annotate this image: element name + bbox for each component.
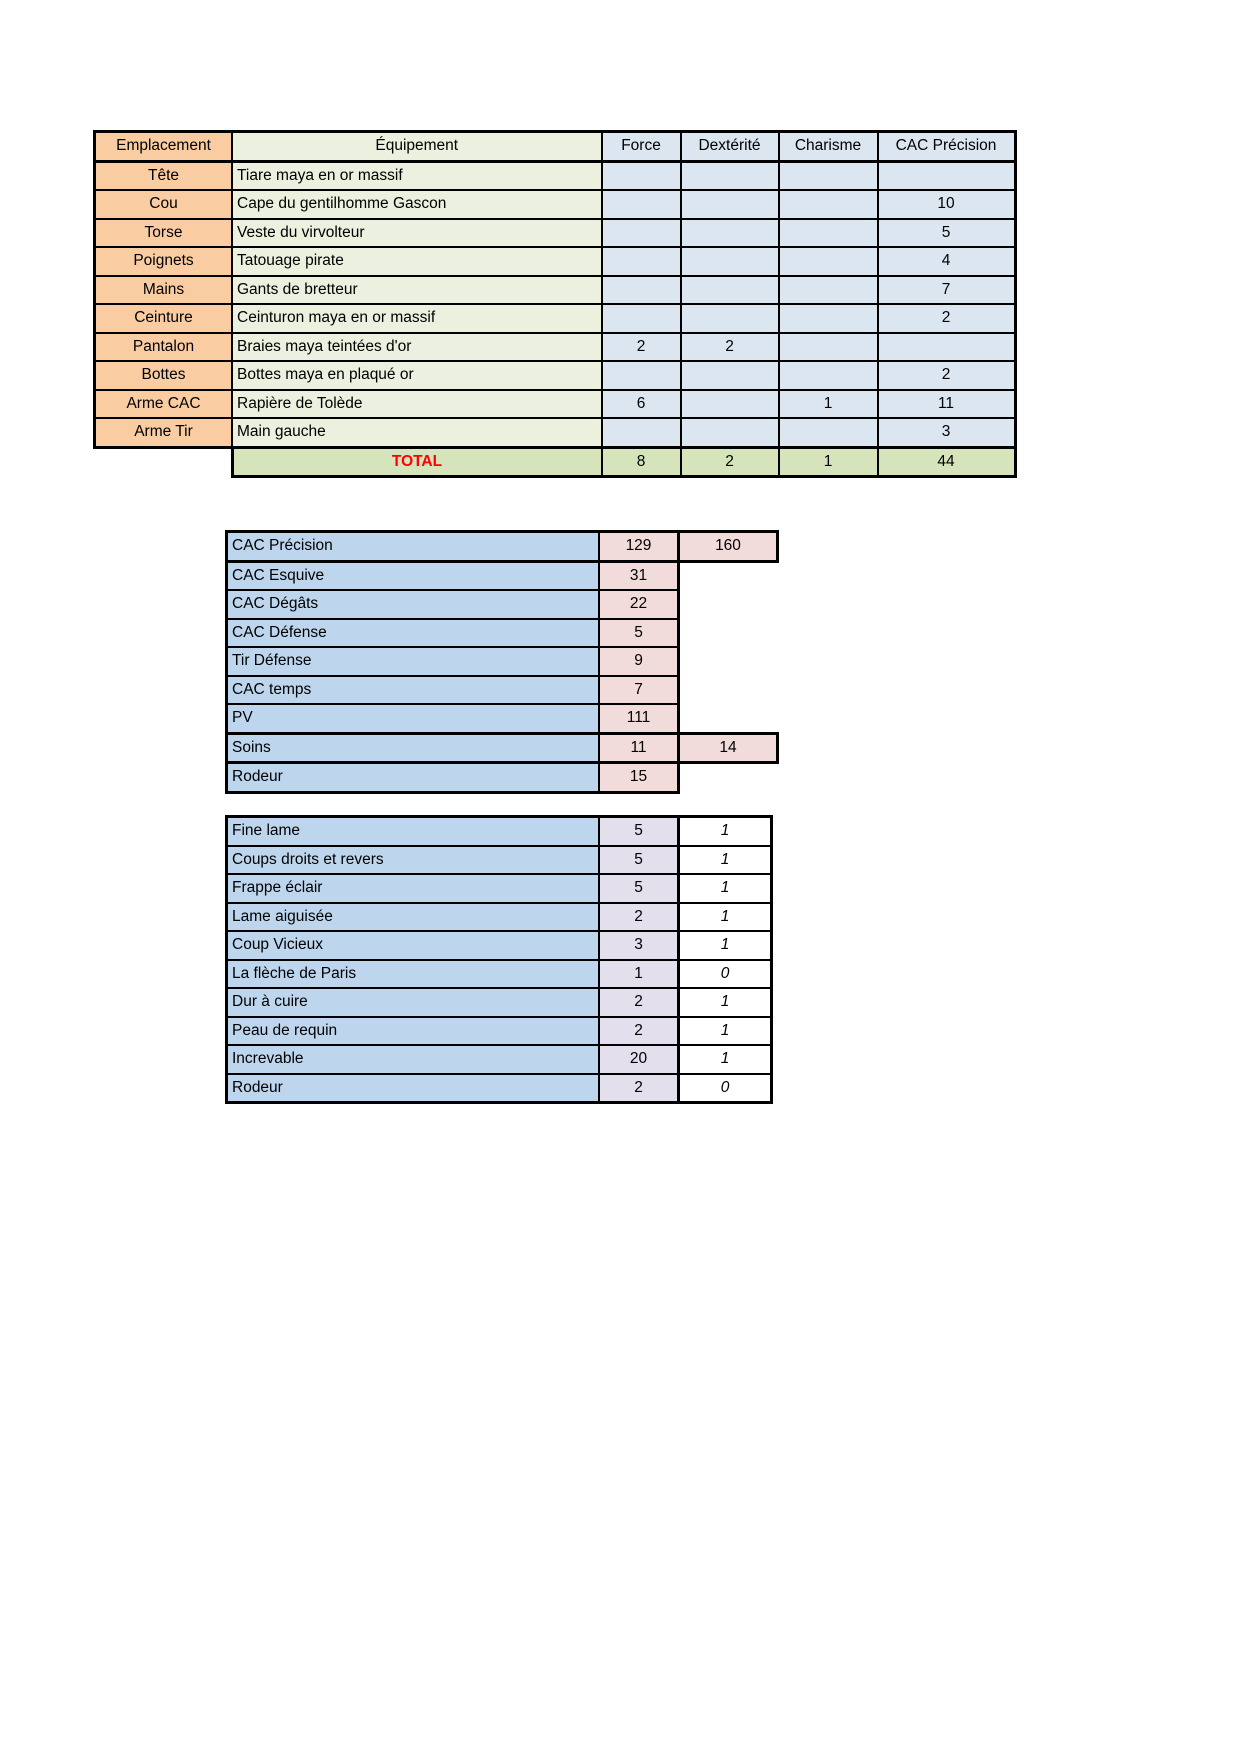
equipment-cell-force: [602, 361, 681, 390]
equipment-cell-cha: [779, 247, 878, 276]
equipment-cell-force: [602, 304, 681, 333]
equipment-cell-slot: Pantalon: [95, 333, 233, 362]
skill-row-extra: 1: [679, 846, 772, 875]
equipment-cell-cha: [779, 418, 878, 447]
equipment-row: [95, 333, 1016, 362]
equipment-cell-dex: [681, 219, 779, 248]
equipment-cell-dex: [681, 418, 779, 447]
equipment-cell-slot: Tête: [95, 161, 233, 190]
skill-row-extra: 1: [679, 988, 772, 1017]
equipment-cell-force: 6: [602, 390, 681, 419]
equipment-column-header: Équipement: [232, 132, 602, 162]
stat-row-value: 31: [599, 561, 679, 590]
stat-row: [227, 676, 778, 705]
equipment-cell-cac: 11: [878, 390, 1016, 419]
equipment-cell-slot: Mains: [95, 276, 233, 305]
stat-row-extra: [679, 704, 778, 733]
stat-row-value: 111: [599, 704, 679, 733]
equipment-cell-item: Veste du virvolteur: [232, 219, 602, 248]
equipment-cell-cha: [779, 333, 878, 362]
equipment-cell-dex: [681, 190, 779, 219]
skill-row-extra: 1: [679, 1017, 772, 1046]
equipment-column-header: Emplacement: [95, 132, 233, 162]
skill-row-extra: 1: [679, 903, 772, 932]
equipment-cell-slot: Bottes: [95, 361, 233, 390]
equipment-cell-force: 2: [602, 333, 681, 362]
equipment-cell-dex: [681, 276, 779, 305]
equipment-cell-force: [602, 247, 681, 276]
equipment-cell-cac: 7: [878, 276, 1016, 305]
equipment-cell-cha: [779, 304, 878, 333]
skill-row-extra: 1: [679, 874, 772, 903]
stat-row-label: Tir Défense: [227, 647, 600, 676]
stat-row: [227, 532, 778, 562]
stat-row-label: CAC Précision: [227, 532, 600, 562]
equipment-cell-cha: [779, 276, 878, 305]
equipment-cell-dex: 2: [681, 333, 779, 362]
equipment-row: [95, 219, 1016, 248]
equipment-cell-force: [602, 276, 681, 305]
equipment-cell-slot: Arme Tir: [95, 418, 233, 447]
skill-row: [227, 817, 772, 846]
equipment-cell-cac: 2: [878, 304, 1016, 333]
equipment-row: [95, 247, 1016, 276]
stat-row-value: 129: [599, 532, 679, 562]
skill-row-value: 5: [599, 874, 679, 903]
equipment-table: [93, 130, 1017, 478]
equipment-cell-force: [602, 418, 681, 447]
stat-row-extra: [679, 619, 778, 648]
equipment-cell-cac: 2: [878, 361, 1016, 390]
total-dexterite-value: 2: [681, 447, 779, 477]
skill-row-label: Frappe éclair: [227, 874, 600, 903]
stat-row-value: 5: [599, 619, 679, 648]
stat-row-value: 11: [599, 733, 679, 763]
stat-row-value: 15: [599, 763, 679, 793]
stat-row-label: Soins: [227, 733, 600, 763]
skill-row-extra: 1: [679, 1045, 772, 1074]
equipment-row: [95, 361, 1016, 390]
skill-row-extra: 1: [679, 931, 772, 960]
total-empty-cell: [95, 447, 233, 477]
stat-row-label: CAC Dégâts: [227, 590, 600, 619]
stat-row: [227, 561, 778, 590]
equipment-cell-cha: 1: [779, 390, 878, 419]
skill-row-label: Coups droits et revers: [227, 846, 600, 875]
skill-row: [227, 960, 772, 989]
equipment-cell-item: Braies maya teintées d'or: [232, 333, 602, 362]
equipment-cell-force: [602, 190, 681, 219]
stat-row-label: CAC Défense: [227, 619, 600, 648]
skills-table: [225, 815, 773, 1104]
stat-row-extra: [679, 561, 778, 590]
skill-row-value: 1: [599, 960, 679, 989]
equipment-cell-item: Ceinturon maya en or massif: [232, 304, 602, 333]
skill-row-label: Coup Vicieux: [227, 931, 600, 960]
equipment-row: [95, 304, 1016, 333]
skill-row-value: 3: [599, 931, 679, 960]
skill-row-label: Increvable: [227, 1045, 600, 1074]
equipment-cell-cha: [779, 190, 878, 219]
skill-row-extra: 0: [679, 1074, 772, 1103]
stat-row: [227, 763, 778, 793]
equipment-row: [95, 390, 1016, 419]
stat-row-extra: [679, 590, 778, 619]
skill-row-extra: 0: [679, 960, 772, 989]
equipment-row: [95, 418, 1016, 447]
stat-row-label: Rodeur: [227, 763, 600, 793]
equipment-cell-cac: 5: [878, 219, 1016, 248]
skill-row-value: 5: [599, 817, 679, 846]
total-label: TOTAL: [232, 447, 602, 477]
stat-row: [227, 647, 778, 676]
stat-row-extra: [679, 763, 778, 793]
equipment-cell-item: Cape du gentilhomme Gascon: [232, 190, 602, 219]
skill-row-label: Peau de requin: [227, 1017, 600, 1046]
equipment-column-header: CAC Précision: [878, 132, 1016, 162]
stat-row-label: PV: [227, 704, 600, 733]
skill-row: [227, 988, 772, 1017]
equipment-column-header: Force: [602, 132, 681, 162]
skill-row-extra: 1: [679, 817, 772, 846]
stat-row-label: CAC temps: [227, 676, 600, 705]
stats-summary-table: [225, 530, 779, 794]
equipment-column-header: Dextérité: [681, 132, 779, 162]
equipment-cell-dex: [681, 161, 779, 190]
skill-row-label: Rodeur: [227, 1074, 600, 1103]
equipment-header-row: [95, 132, 1016, 162]
stat-row: [227, 590, 778, 619]
total-force-value: 8: [602, 447, 681, 477]
skill-row-value: 2: [599, 988, 679, 1017]
skill-row-value: 2: [599, 1074, 679, 1103]
skill-row-value: 2: [599, 1017, 679, 1046]
equipment-cell-cac: [878, 161, 1016, 190]
skill-row-value: 2: [599, 903, 679, 932]
equipment-cell-item: Tiare maya en or massif: [232, 161, 602, 190]
equipment-row: [95, 276, 1016, 305]
equipment-row: [95, 190, 1016, 219]
equipment-cell-dex: [681, 304, 779, 333]
equipment-column-header: Charisme: [779, 132, 878, 162]
equipment-cell-cha: [779, 219, 878, 248]
equipment-cell-force: [602, 161, 681, 190]
stat-row: [227, 733, 778, 763]
equipment-cell-item: Main gauche: [232, 418, 602, 447]
equipment-cell-item: Gants de bretteur: [232, 276, 602, 305]
stat-row-extra: 160: [679, 532, 778, 562]
skill-row-label: Dur à cuire: [227, 988, 600, 1017]
stat-row-value: 7: [599, 676, 679, 705]
equipment-cell-cha: [779, 161, 878, 190]
stat-row-value: 22: [599, 590, 679, 619]
equipment-cell-cha: [779, 361, 878, 390]
stat-row-extra: 14: [679, 733, 778, 763]
stat-row-label: CAC Esquive: [227, 561, 600, 590]
stat-row-extra: [679, 647, 778, 676]
equipment-total-row: [95, 447, 1016, 477]
skill-row-value: 5: [599, 846, 679, 875]
skill-row: [227, 874, 772, 903]
skill-row-label: La flèche de Paris: [227, 960, 600, 989]
skill-row: [227, 1045, 772, 1074]
equipment-cell-item: Bottes maya en plaqué or: [232, 361, 602, 390]
skill-row-value: 20: [599, 1045, 679, 1074]
stat-row: [227, 619, 778, 648]
skill-row: [227, 1074, 772, 1103]
equipment-row: [95, 161, 1016, 190]
stat-row-value: 9: [599, 647, 679, 676]
equipment-cell-cac: 3: [878, 418, 1016, 447]
skill-row: [227, 903, 772, 932]
equipment-cell-cac: [878, 333, 1016, 362]
skill-row-label: Lame aiguisée: [227, 903, 600, 932]
skill-row: [227, 931, 772, 960]
stat-row-extra: [679, 676, 778, 705]
equipment-cell-slot: Poignets: [95, 247, 233, 276]
equipment-cell-slot: Ceinture: [95, 304, 233, 333]
equipment-cell-dex: [681, 247, 779, 276]
equipment-cell-slot: Cou: [95, 190, 233, 219]
skill-row-label: Fine lame: [227, 817, 600, 846]
equipment-cell-item: Rapière de Tolède: [232, 390, 602, 419]
equipment-cell-item: Tatouage pirate: [232, 247, 602, 276]
equipment-cell-dex: [681, 390, 779, 419]
equipment-cell-slot: Arme CAC: [95, 390, 233, 419]
equipment-cell-dex: [681, 361, 779, 390]
skill-row: [227, 1017, 772, 1046]
total-cac-precision-value: 44: [878, 447, 1016, 477]
equipment-cell-cac: 4: [878, 247, 1016, 276]
total-charisme-value: 1: [779, 447, 878, 477]
equipment-cell-slot: Torse: [95, 219, 233, 248]
stat-row: [227, 704, 778, 733]
skill-row: [227, 846, 772, 875]
equipment-cell-force: [602, 219, 681, 248]
equipment-cell-cac: 10: [878, 190, 1016, 219]
